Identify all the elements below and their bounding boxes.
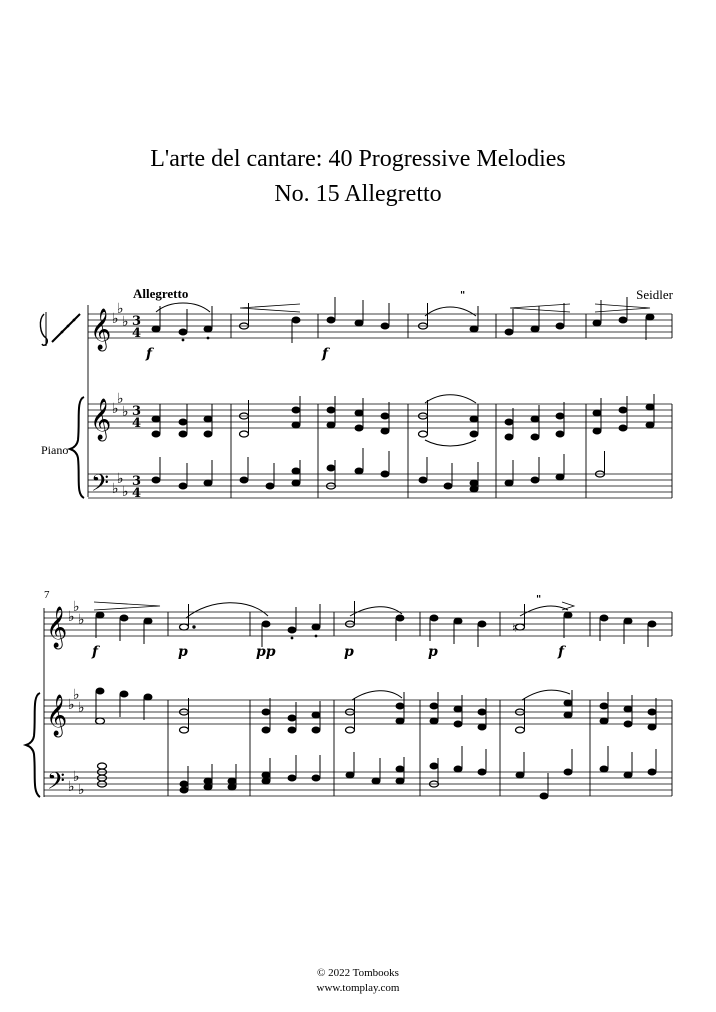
svg-text:♭: ♭ <box>122 314 129 330</box>
piano-label: Piano <box>41 443 69 457</box>
bass-clef-icon: 𝄢 <box>47 767 66 800</box>
piano-bass-staff-1 <box>88 474 672 498</box>
svg-text:♭: ♭ <box>78 700 85 716</box>
svg-text:♭: ♭ <box>112 481 119 497</box>
dynamic-mark: f <box>558 644 565 660</box>
composer-name: Seidler <box>636 287 673 302</box>
svg-text:♭: ♭ <box>68 609 75 625</box>
hairpins-2 <box>94 602 574 610</box>
piano-brace <box>70 397 84 498</box>
flute-icon <box>40 312 80 346</box>
svg-text:4: 4 <box>132 486 142 501</box>
treble-clef-icon: 𝄞 <box>90 309 112 350</box>
svg-text:♭: ♭ <box>122 404 129 420</box>
piano-bass-notes-2 <box>98 746 657 799</box>
svg-text:♭: ♭ <box>112 311 119 327</box>
piano-treble-staff-2 <box>44 700 672 724</box>
svg-text:♭: ♭ <box>68 779 75 795</box>
svg-text:♭: ♭ <box>73 687 80 703</box>
svg-text:♭: ♭ <box>73 769 80 785</box>
measure-number: 7 <box>44 589 50 601</box>
svg-text:♭: ♭ <box>112 401 119 417</box>
piano-treble-notes-1 <box>152 394 654 446</box>
piano-bass-notes-1 <box>152 448 605 492</box>
svg-text:3: 3 <box>132 314 142 329</box>
dynamic-mark: f <box>146 346 153 362</box>
copyright-notice: © 2022 Tombooks <box>317 967 399 979</box>
piano-bass-staff-2 <box>44 772 672 796</box>
dynamic-mark: p <box>178 644 188 660</box>
time-signature <box>132 314 141 501</box>
ornament-mark: " <box>460 290 466 301</box>
svg-text:♭: ♭ <box>78 612 85 628</box>
svg-text:♭: ♭ <box>117 471 124 487</box>
voice-staff-2 <box>44 612 672 636</box>
piano-treble-staff-1 <box>88 404 672 428</box>
svg-text:♭: ♭ <box>117 391 124 407</box>
dynamic-mark: f <box>92 644 99 660</box>
natural-sign: ♮ <box>512 621 517 635</box>
website-link[interactable]: www.tomplay.com <box>316 982 400 994</box>
svg-text:♭: ♭ <box>117 301 124 317</box>
svg-text:♭: ♭ <box>73 599 80 615</box>
dynamic-mark: f <box>322 346 329 362</box>
voice-staff-1 <box>88 314 672 338</box>
svg-text:3: 3 <box>132 474 142 489</box>
barlines <box>168 612 672 796</box>
bass-clef-icon: 𝄢 <box>91 469 110 502</box>
key-signature <box>68 599 85 798</box>
dynamic-mark: p <box>428 644 438 660</box>
hairpins-1 <box>240 304 650 312</box>
piano-brace <box>26 693 40 797</box>
key-signature <box>112 301 129 500</box>
treble-clef-icon: 𝄞 <box>46 695 68 736</box>
dynamic-mark: pp <box>256 644 276 660</box>
ornament-mark: " <box>536 594 542 605</box>
tempo-marking: Allegretto <box>133 286 189 301</box>
treble-clef-icon: 𝄞 <box>46 607 68 648</box>
treble-clef-icon: 𝄞 <box>90 399 112 440</box>
svg-text:4: 4 <box>132 416 142 431</box>
dynamic-mark: p <box>344 644 354 660</box>
svg-text:3: 3 <box>132 404 142 419</box>
svg-text:♭: ♭ <box>122 484 129 500</box>
svg-text:4: 4 <box>132 326 142 341</box>
svg-text:♭: ♭ <box>78 782 85 798</box>
score-title: L'arte del cantare: 40 Progressive Melodies <box>150 146 566 172</box>
score-subtitle: No. 15 Allegretto <box>274 181 442 207</box>
svg-text:♭: ♭ <box>68 697 75 713</box>
piano-treble-notes-2 <box>96 688 657 733</box>
